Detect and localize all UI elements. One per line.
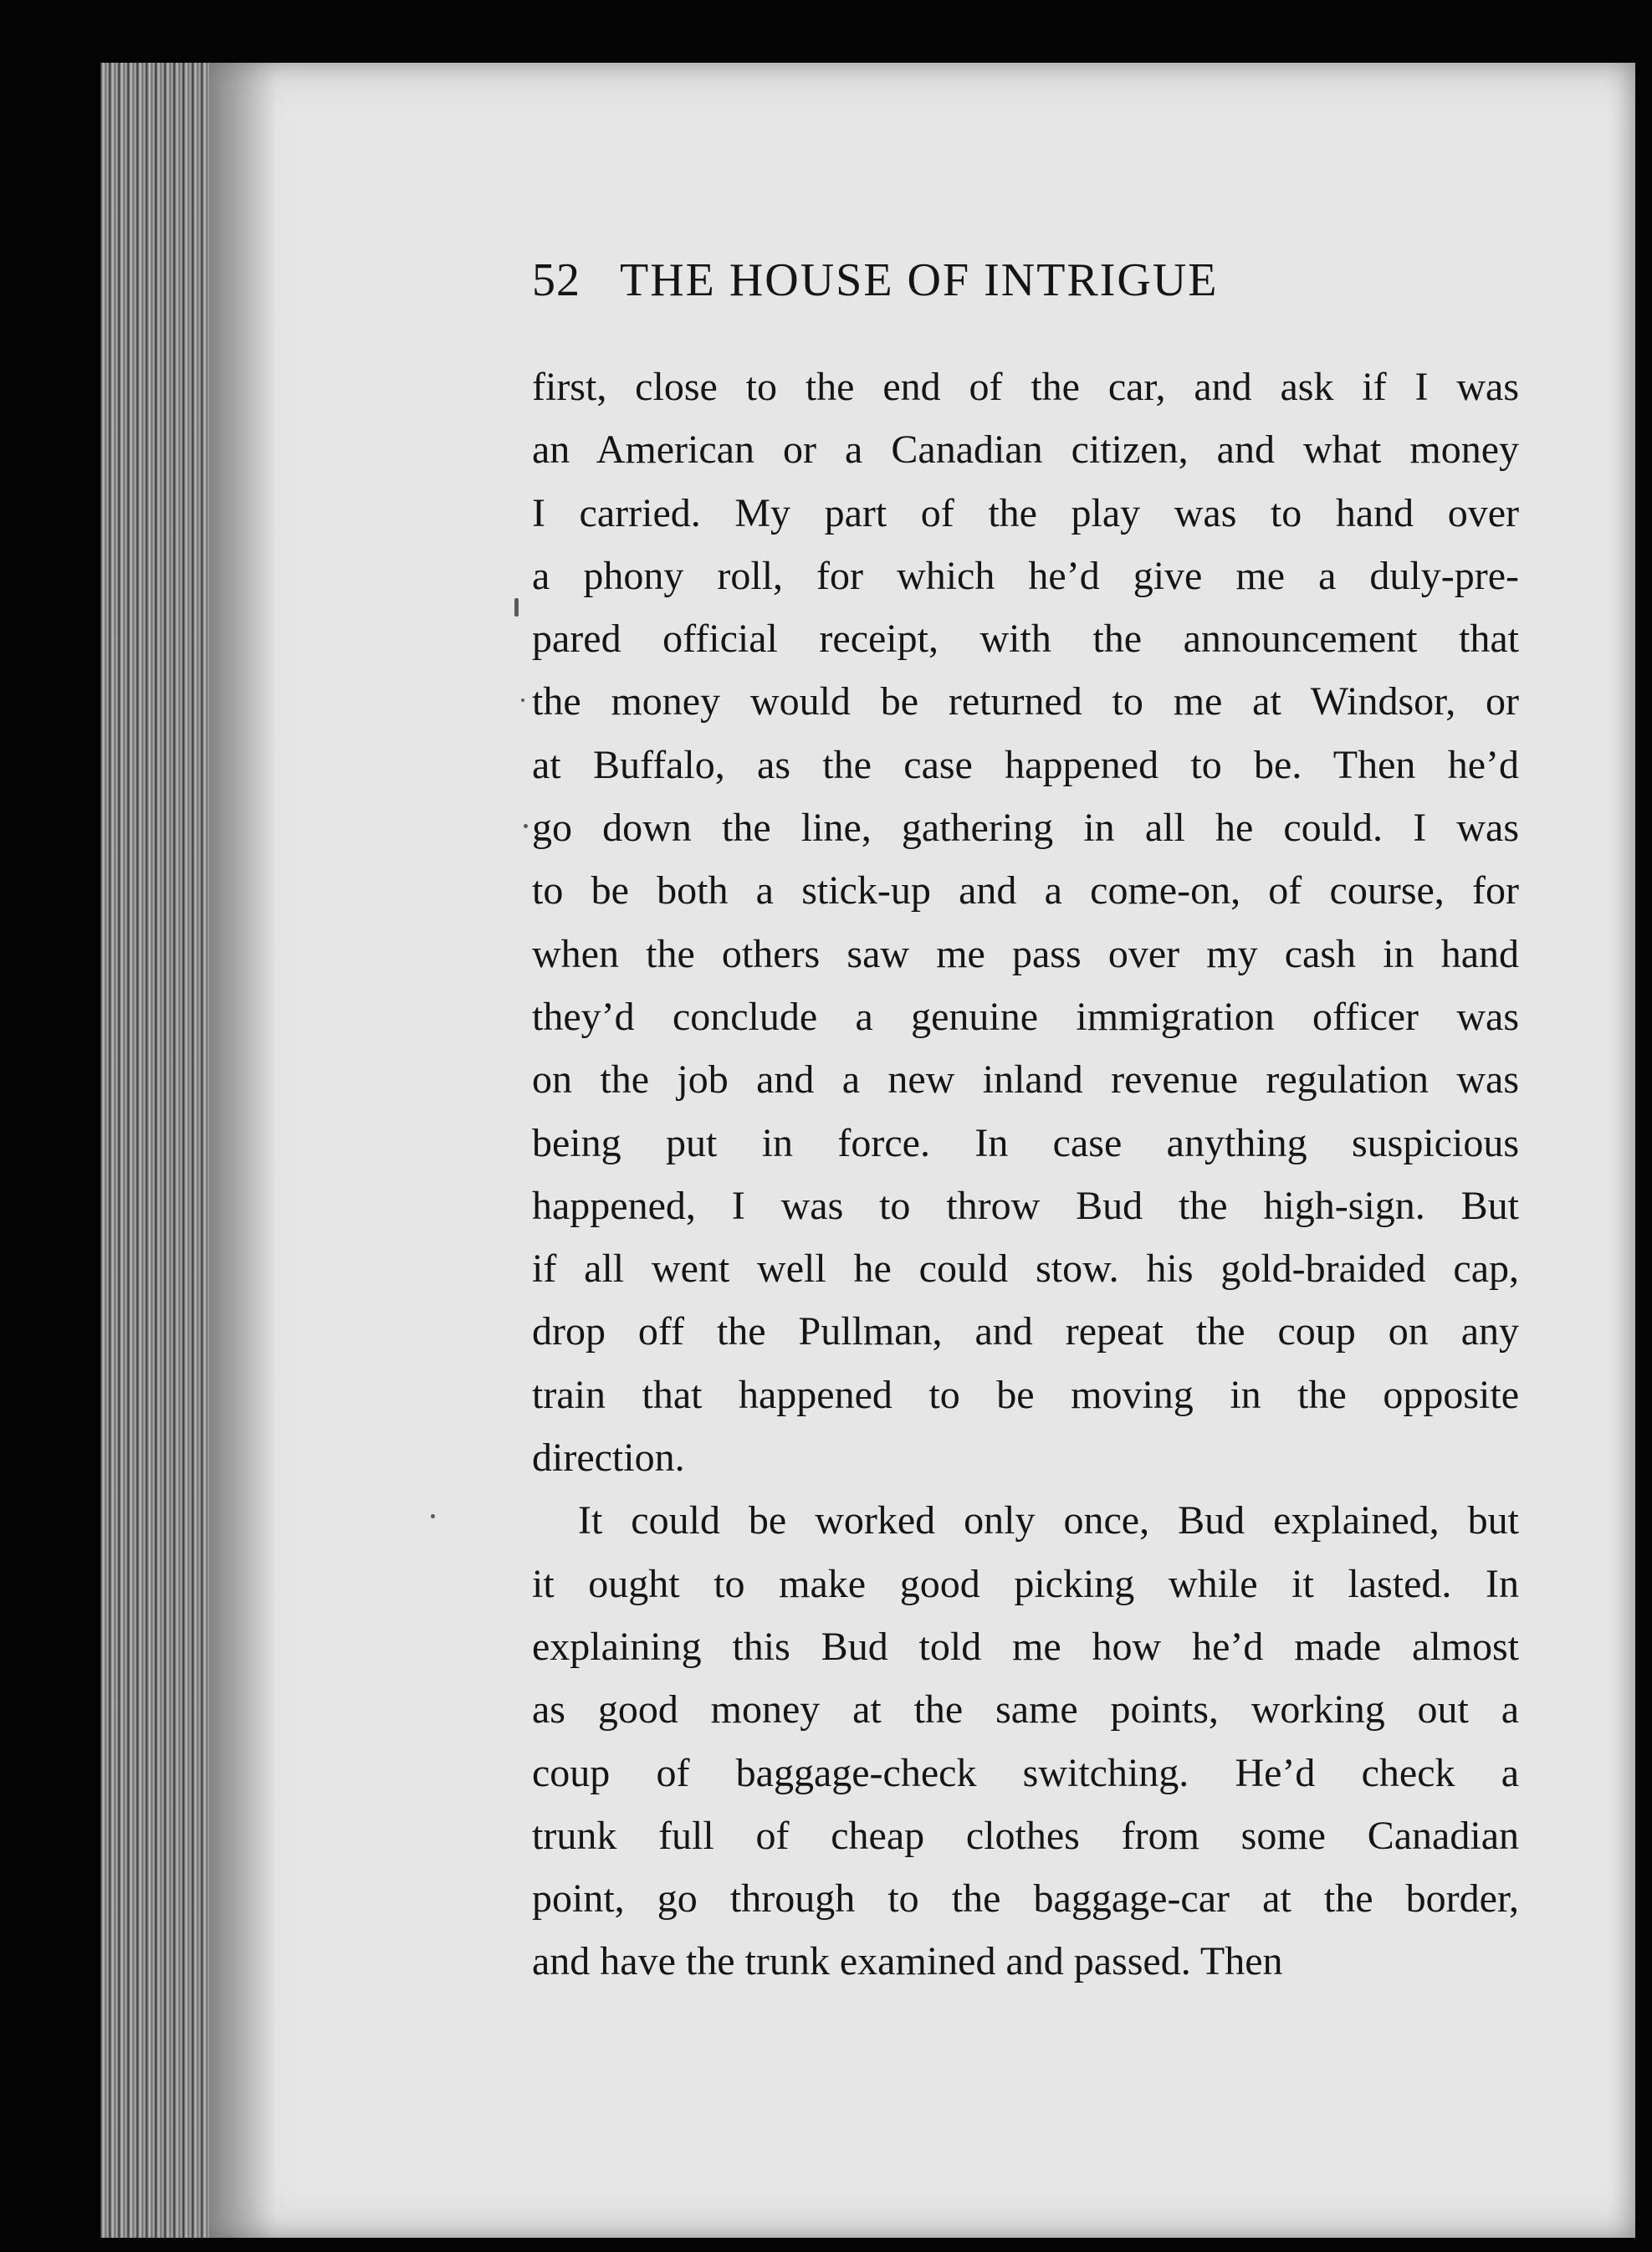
text-line: when the others saw me pass over my cash in hand — [532, 931, 1519, 976]
text-line: it ought to make good picking while it lasted. In — [532, 1561, 1519, 1606]
page-number: 52 — [532, 254, 581, 306]
text-line: at Buffalo, as the case happened to be. Then he’d — [532, 742, 1519, 787]
text-line: as good money at the same points, working out a — [532, 1687, 1519, 1733]
body-text — [532, 356, 1519, 1994]
text-line: trunk full of cheap clothes from some Canadian — [532, 1813, 1519, 1858]
spine-shadow — [209, 63, 276, 2238]
scan-speck — [524, 824, 528, 828]
text-line: happened, I was to throw Bud the high-sign. But — [532, 1183, 1519, 1228]
text-line: It could be worked only once, Bud explained, but — [578, 1498, 1519, 1543]
book-title: THE HOUSE OF INTRIGUE — [620, 254, 1219, 306]
running-head — [532, 251, 1502, 310]
text-line: first, close to the end of the car, and ask if I was — [532, 365, 1519, 409]
text-line: I carried. My part of the play was to hand over — [532, 490, 1519, 535]
text-line: go down the line, gathering in all he could. I was — [532, 806, 1519, 851]
text-line: an American or a Canadian citizen, and what money — [532, 427, 1519, 473]
text-line: to be both a stick-up and a come-on, of course, for — [532, 868, 1519, 914]
text-line: a phony roll, for which he’d give me a duly-pre- — [532, 553, 1519, 598]
text-line: being put in force. In case anything suspicious — [532, 1120, 1519, 1165]
book-page-edges — [100, 63, 226, 2238]
text-line: the money would be returned to me at Windsor, or — [532, 679, 1519, 724]
text-line: and have the trunk examined and passed. Then — [532, 1939, 1283, 1984]
paragraph-2 — [532, 1489, 1519, 1993]
scan-speck — [431, 1514, 435, 1518]
scan-speck — [514, 598, 519, 617]
text-line: explaining this Bud told me how he’d made almost — [532, 1624, 1519, 1669]
text-line: drop off the Pullman, and repeat the coup on any — [532, 1309, 1519, 1354]
text-line: if all went well he could stow. his gold-braided cap, — [532, 1246, 1519, 1292]
text-line: point, go through to the baggage-car at the border, — [532, 1876, 1519, 1922]
text-line: they’d conclude a genuine immigration officer was — [532, 994, 1519, 1039]
text-line: coup of baggage-check switching. He’d check a — [532, 1750, 1519, 1795]
scan-speck — [521, 699, 524, 702]
text-line: train that happened to be moving in the opposite — [532, 1372, 1519, 1417]
text-line: on the job and a new inland revenue regulation was — [532, 1057, 1519, 1103]
paragraph-1 — [532, 356, 1519, 1489]
text-line: pared official receipt, with the announcement that — [532, 617, 1519, 662]
text-line: direction. — [532, 1436, 685, 1481]
